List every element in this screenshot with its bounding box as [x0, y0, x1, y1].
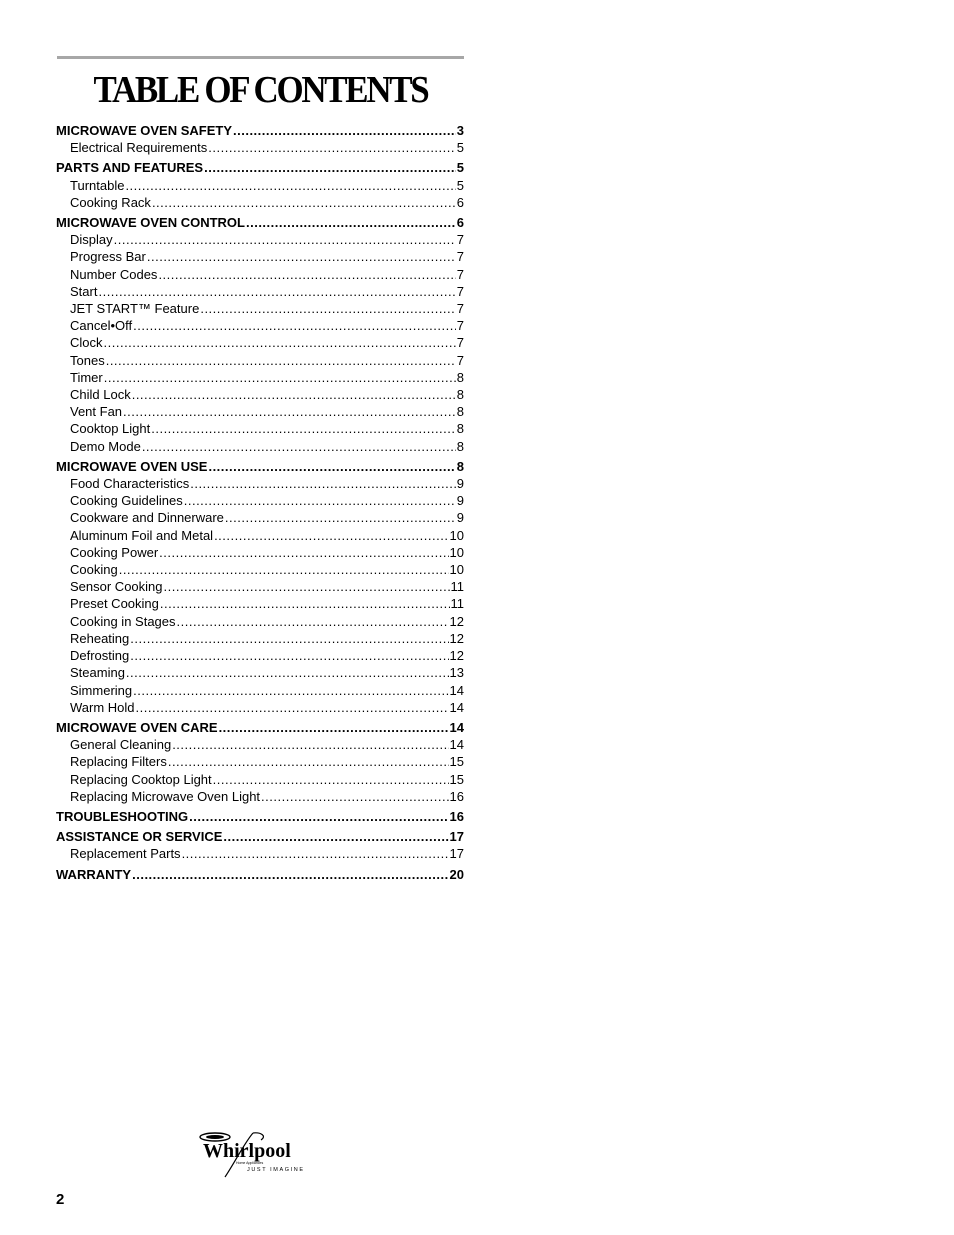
toc-entry-page: 16 — [449, 788, 464, 804]
dot-leader — [261, 788, 448, 805]
dot-leader — [164, 578, 450, 595]
toc-entry-page: 13 — [449, 665, 464, 681]
toc-entry-page: 5 — [456, 140, 464, 156]
toc-entry-page: 8 — [456, 369, 464, 385]
toc-entry-label: Timer — [70, 369, 103, 385]
dot-leader — [151, 420, 456, 437]
toc-item-entry[interactable] — [56, 613, 464, 630]
toc-item-entry[interactable] — [56, 317, 464, 334]
toc-entry-page: 17 — [449, 846, 464, 862]
toc-entry-page: 10 — [449, 562, 464, 578]
logo-small-text: Home Appliances — [236, 1161, 264, 1165]
toc-entry-label: Replacing Filters — [70, 754, 167, 770]
toc-item-entry[interactable] — [56, 352, 464, 369]
toc-section-entry[interactable] — [56, 122, 464, 139]
toc-entry-page: 8 — [456, 458, 464, 474]
dot-leader — [204, 159, 456, 176]
toc-item-entry[interactable] — [56, 664, 464, 681]
dot-leader — [126, 664, 449, 681]
toc-entry-page: 6 — [456, 215, 464, 231]
dot-leader — [208, 458, 455, 475]
toc-item-entry[interactable] — [56, 699, 464, 716]
toc-entry-label: MICROWAVE OVEN SAFETY — [56, 123, 232, 138]
dot-leader — [189, 808, 448, 825]
dot-leader — [172, 736, 448, 753]
toc-entry-label: Display — [70, 232, 113, 248]
header-rule — [57, 56, 464, 59]
toc-entry-page: 12 — [449, 613, 464, 629]
table-of-contents — [56, 122, 464, 883]
toc-section-entry[interactable] — [56, 214, 464, 231]
toc-entry-page: 9 — [456, 510, 464, 526]
toc-entry-label: Warm Hold — [70, 699, 135, 715]
toc-entry-label: MICROWAVE OVEN USE — [56, 458, 208, 474]
toc-entry-page: 14 — [449, 737, 464, 753]
toc-item-entry[interactable] — [56, 736, 464, 753]
toc-entry-page: 14 — [449, 699, 464, 715]
toc-entry-label: Demo Mode — [70, 438, 141, 454]
toc-item-entry[interactable] — [56, 177, 464, 194]
toc-entry-page: 5 — [456, 160, 464, 176]
toc-item-entry[interactable] — [56, 544, 464, 561]
toc-entry-label: ASSISTANCE OR SERVICE — [56, 829, 223, 845]
toc-item-entry[interactable] — [56, 492, 464, 509]
toc-entry-label: JET START™ Feature — [70, 301, 200, 317]
toc-entry-page: 12 — [449, 630, 464, 646]
toc-entry-label: Start — [70, 283, 98, 299]
toc-item-entry[interactable] — [56, 682, 464, 699]
toc-entry-page: 15 — [449, 771, 464, 787]
toc-item-entry[interactable] — [56, 139, 464, 156]
toc-entry-label: Reheating — [70, 630, 130, 646]
toc-item-entry[interactable] — [56, 283, 464, 300]
toc-entry-page: 8 — [456, 387, 464, 403]
toc-item-entry[interactable] — [56, 231, 464, 248]
toc-entry-page: 9 — [456, 493, 464, 509]
toc-entry-label: Cookware and Dinnerware — [70, 510, 224, 526]
toc-entry-label: Preset Cooking — [70, 596, 159, 612]
toc-entry-label: Cooking Guidelines — [70, 493, 183, 509]
toc-item-entry[interactable] — [56, 194, 464, 211]
dot-leader — [142, 438, 456, 455]
toc-entry-page: 7 — [456, 232, 464, 248]
toc-entry-page: 9 — [456, 476, 464, 492]
toc-entry-page: 15 — [449, 754, 464, 770]
toc-entry-page: 7 — [456, 301, 464, 317]
dot-leader — [246, 214, 456, 231]
toc-entry-page: 7 — [456, 283, 464, 299]
toc-entry-label: Number Codes — [70, 266, 158, 282]
dot-leader — [133, 682, 448, 699]
toc-section-entry[interactable] — [56, 808, 464, 825]
toc-entry-label: Sensor Cooking — [70, 579, 163, 595]
toc-item-entry[interactable] — [56, 561, 464, 578]
toc-entry-label: MICROWAVE OVEN CONTROL — [56, 215, 245, 231]
dot-leader — [190, 475, 456, 492]
toc-item-entry[interactable] — [56, 403, 464, 420]
toc-entry-label: Replacement Parts — [70, 846, 181, 862]
dot-leader — [119, 561, 449, 578]
toc-item-entry[interactable] — [56, 509, 464, 526]
toc-entry-page: 10 — [449, 527, 464, 543]
toc-item-entry[interactable] — [56, 300, 464, 317]
toc-entry-label: Turntable — [70, 177, 125, 193]
toc-entry-page: 11 — [450, 596, 464, 612]
toc-entry-page: 7 — [456, 266, 464, 282]
toc-entry-page: 8 — [456, 421, 464, 437]
dot-leader — [104, 334, 456, 351]
toc-entry-label: PARTS AND FEATURES — [56, 160, 204, 176]
toc-entry-label: Cooking Power — [70, 544, 159, 560]
toc-item-entry[interactable] — [56, 753, 464, 770]
toc-entry-page: 11 — [450, 579, 464, 595]
toc-entry-page: 8 — [456, 438, 464, 454]
dot-leader — [130, 630, 448, 647]
toc-entry-label: Aluminum Foil and Metal — [70, 527, 214, 543]
toc-item-entry[interactable] — [56, 438, 464, 455]
toc-item-entry[interactable] — [56, 630, 464, 647]
toc-item-entry[interactable] — [56, 771, 464, 788]
toc-entry-page: 7 — [456, 352, 464, 368]
toc-entry-label: Tones — [70, 352, 105, 368]
dot-leader — [130, 647, 448, 664]
dot-leader — [208, 139, 455, 156]
toc-entry-page: 7 — [456, 335, 464, 351]
toc-entry-page: 12 — [449, 648, 464, 664]
toc-entry-page: 20 — [449, 866, 464, 882]
dot-leader — [160, 595, 450, 612]
dot-leader — [225, 509, 456, 526]
toc-entry-page: 3 — [456, 123, 464, 138]
toc-entry-page: 16 — [449, 808, 464, 824]
dot-leader — [123, 403, 456, 420]
toc-item-entry[interactable] — [56, 788, 464, 805]
toc-entry-page: 6 — [456, 194, 464, 210]
logo-tagline: JUST IMAGINE — [247, 1167, 305, 1173]
toc-item-entry[interactable] — [56, 527, 464, 544]
toc-entry-label: Defrosting — [70, 648, 130, 664]
toc-entry-label: WARRANTY — [56, 866, 132, 882]
toc-item-entry[interactable] — [56, 266, 464, 283]
page-number: 2 — [56, 1191, 65, 1208]
toc-entry-page: 17 — [449, 829, 464, 845]
dot-leader — [133, 317, 456, 334]
toc-entry-label: Cancel•Off — [70, 318, 133, 334]
toc-entry-label: Child Lock — [70, 387, 131, 403]
dot-leader — [106, 352, 456, 369]
toc-item-entry[interactable] — [56, 595, 464, 612]
toc-entry-label: Electrical Requirements — [70, 140, 208, 156]
toc-entry-label: Cooking in Stages — [70, 613, 176, 629]
toc-section-entry[interactable] — [56, 866, 464, 883]
toc-entry-label: General Cleaning — [70, 737, 172, 753]
dot-leader — [132, 386, 456, 403]
toc-entry-label: Cooking — [70, 562, 118, 578]
dot-leader — [114, 231, 456, 248]
dot-leader — [125, 177, 455, 194]
dot-leader — [147, 248, 456, 265]
whirlpool-logo — [195, 1128, 323, 1180]
toc-entry-label: Cooking Rack — [70, 194, 151, 210]
toc-section-entry[interactable] — [56, 828, 464, 845]
dot-leader — [98, 283, 455, 300]
toc-entry-label: Food Characteristics — [70, 476, 190, 492]
toc-item-entry[interactable] — [56, 845, 464, 862]
logo-wordmark: Whirlpool — [203, 1140, 291, 1162]
toc-entry-label: Replacing Microwave Oven Light — [70, 788, 261, 804]
dot-leader — [182, 845, 449, 862]
dot-leader — [233, 122, 456, 139]
toc-entry-label: Clock — [70, 335, 103, 351]
dot-leader — [177, 613, 449, 630]
dot-leader — [184, 492, 456, 509]
dot-leader — [223, 828, 448, 845]
dot-leader — [168, 753, 449, 770]
toc-entry-page: 7 — [456, 249, 464, 265]
toc-section-entry[interactable] — [56, 159, 464, 176]
dot-leader — [132, 866, 448, 883]
toc-item-entry[interactable] — [56, 386, 464, 403]
toc-entry-label: Vent Fan — [70, 404, 123, 420]
toc-entry-label: MICROWAVE OVEN CARE — [56, 719, 218, 735]
toc-entry-label: Progress Bar — [70, 249, 146, 265]
toc-entry-label: Cooktop Light — [70, 421, 151, 437]
toc-entry-page: 5 — [456, 177, 464, 193]
toc-item-entry[interactable] — [56, 647, 464, 664]
dot-leader — [136, 699, 449, 716]
dot-leader — [219, 719, 449, 736]
toc-entry-label: Steaming — [70, 665, 125, 681]
toc-item-entry[interactable] — [56, 248, 464, 265]
toc-section-entry[interactable] — [56, 458, 464, 475]
dot-leader — [159, 544, 448, 561]
dot-leader — [104, 369, 456, 386]
dot-leader — [213, 771, 449, 788]
toc-entry-page: 8 — [456, 404, 464, 420]
toc-item-entry[interactable] — [56, 578, 464, 595]
toc-item-entry[interactable] — [56, 475, 464, 492]
toc-entry-label: Replacing Cooktop Light — [70, 771, 212, 787]
dot-leader — [200, 300, 455, 317]
toc-entry-page: 10 — [449, 544, 464, 560]
toc-section-entry[interactable] — [56, 719, 464, 736]
dot-leader — [158, 266, 455, 283]
toc-item-entry[interactable] — [56, 369, 464, 386]
toc-entry-label: Simmering — [70, 682, 133, 698]
toc-entry-label: TROUBLESHOOTING — [56, 808, 189, 824]
page-title: TABLE OF CONTENTS — [93, 69, 428, 111]
dot-leader — [214, 527, 448, 544]
dot-leader — [152, 194, 456, 211]
toc-item-entry[interactable] — [56, 420, 464, 437]
toc-entry-page: 7 — [456, 318, 464, 334]
toc-entry-page: 14 — [449, 719, 464, 735]
toc-entry-page: 14 — [449, 682, 464, 698]
toc-item-entry[interactable] — [56, 334, 464, 351]
